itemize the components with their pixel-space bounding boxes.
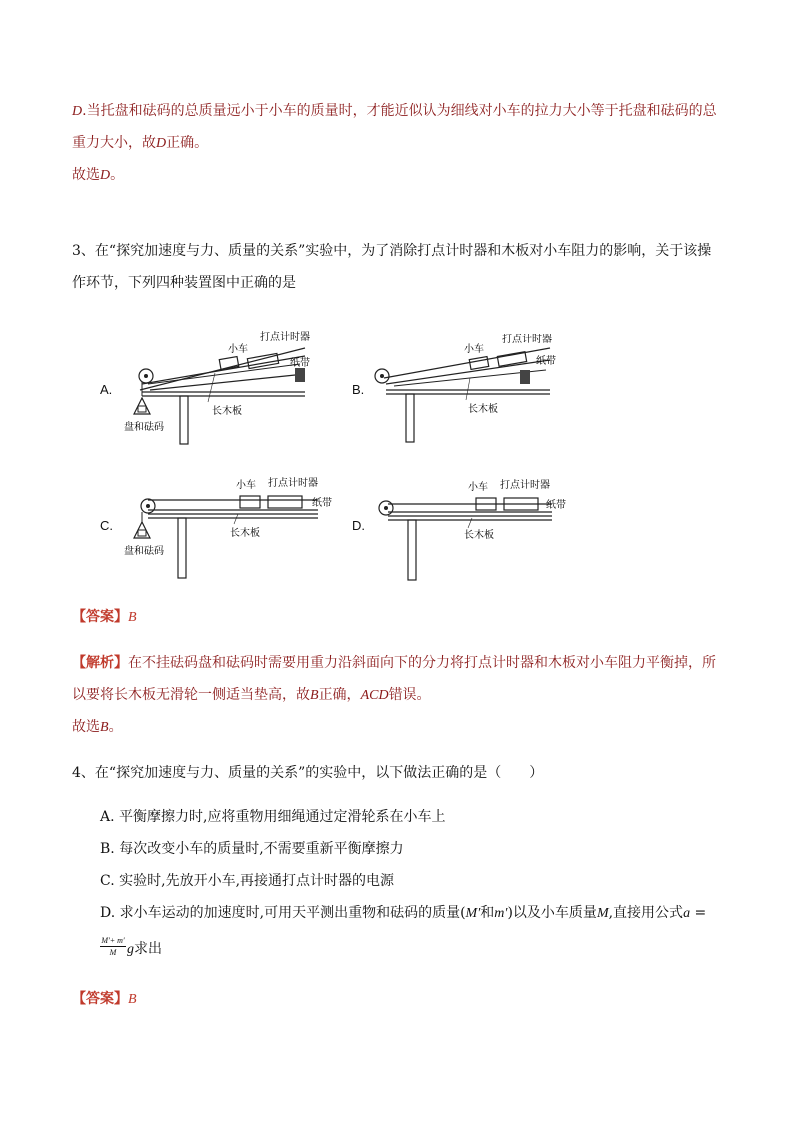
figure-c-weight-label: 盘和砝码	[124, 546, 164, 557]
figure-c-timer-label: 打点计时器	[268, 478, 318, 489]
q4-answer-label: 【答案】	[72, 991, 128, 1007]
prev-d-letter: D	[72, 104, 83, 119]
figure-d-option: D.	[352, 518, 365, 533]
prev-choose-end: 。	[110, 167, 125, 183]
figure-d-timer-label: 打点计时器	[500, 480, 550, 491]
figure-c-board-label: 长木板	[230, 528, 260, 539]
q3-choose-end: 。	[108, 719, 123, 735]
prev-d-letter-2: D	[156, 136, 167, 151]
q4-answer	[72, 992, 137, 1007]
q3-analysis-line1	[72, 656, 716, 670]
figure-b-option: B.	[352, 382, 365, 397]
q3-choose	[72, 720, 123, 735]
q4-option-b: B. 每次改变小车的质量时,不需要重新平衡摩擦力	[100, 841, 404, 857]
q4-d-eq: =	[690, 905, 707, 921]
figure-c-diagram	[118, 474, 338, 586]
q3-analysis-2a: 以要将长木板无滑轮一侧适当垫高，故	[72, 687, 310, 703]
q4-option-d-line2	[127, 942, 162, 957]
figure-b-diagram	[370, 334, 570, 444]
prev-option-d-line1	[72, 104, 717, 119]
prev-choose-letter: D	[100, 168, 111, 183]
figure-a-weight-label: 盘和砝码	[124, 422, 164, 433]
q4-d-and: 和	[480, 905, 495, 921]
q3-analysis-2c: 正确，	[318, 687, 361, 703]
figure-c-option: C.	[100, 518, 113, 533]
q4-d-g: g	[127, 942, 134, 957]
q4-option-d-line1	[100, 906, 706, 921]
figure-b-car-label: 小车	[464, 344, 484, 355]
figure-a-diagram	[120, 328, 320, 448]
q4-answer-value: B	[128, 992, 137, 1007]
figure-b-board-label: 长木板	[468, 404, 498, 415]
q4-option-a: A. 平衡摩擦力时,应将重物用细绳通过定滑轮系在小车上	[100, 809, 446, 825]
figure-c-tape-label: 纸带	[312, 498, 332, 509]
q3-stem-line1: 3、在“探究加速度与力、质量的关系”实验中，为了消除打点计时器和木板对小车阻力的影响，关于该操	[72, 243, 712, 259]
q4-d-m2: m′	[494, 906, 508, 921]
q4-d-frac-num: M′+ m′	[101, 936, 125, 945]
q3-analysis-2b: B	[310, 688, 319, 703]
q3-analysis-2d: ACD	[360, 688, 389, 703]
prev-choose	[72, 168, 124, 183]
figure-d-car-label: 小车	[468, 482, 488, 493]
q4-d-fraction	[100, 936, 126, 957]
figure-c-car-label: 小车	[236, 480, 256, 491]
q3-analysis-line2	[72, 688, 431, 703]
prev-d-text-2a: 重力大小，故	[72, 135, 156, 151]
q4-d-m1: M′	[465, 906, 481, 921]
q3-analysis-text1: 在不挂砝码盘和砝码时需要用重力沿斜面向下的分力将打点计时器和木板对小车阻力平衡掉，所	[128, 655, 716, 671]
figure-a-option: A.	[100, 382, 113, 397]
q4-stem: 4、在“探究加速度与力、质量的关系”的实验中，以下做法正确的是（ ）	[72, 765, 544, 781]
q4-d-tail: 求出	[134, 941, 162, 957]
figure-b-timer-label: 打点计时器	[502, 334, 552, 345]
figure-d-board-label: 长木板	[464, 530, 494, 541]
q4-d-M: M	[596, 906, 609, 921]
figure-b-tape-label: 纸带	[536, 356, 556, 367]
q3-answer-value: B	[128, 610, 137, 625]
prev-d-text: .当托盘和砝码的总质量远小于小车的质量时，才能近似认为细线对小车的拉力大小等于托盘和砝码的总	[82, 103, 717, 119]
q3-answer	[72, 610, 137, 625]
figure-a-tape-label: 纸带	[290, 358, 310, 369]
q4-option-c: C. 实验时,先放开小车,再接通打点计时器的电源	[100, 873, 395, 889]
q4-d-text3: ,直接用公式	[608, 905, 684, 921]
figure-a-board-label: 长木板	[212, 406, 242, 417]
q4-d-text1: D. 求小车运动的加速度时,可用天平测出重物和砝码的质量(	[100, 905, 466, 921]
q3-analysis-label: 【解析】	[72, 655, 128, 671]
prev-option-d-line2	[72, 136, 208, 151]
q4-d-text2: )以及小车质量	[507, 905, 597, 921]
prev-d-text-2b: 正确。	[166, 135, 209, 151]
q4-d-a: a	[683, 906, 691, 921]
figure-a-car-label: 小车	[228, 344, 248, 355]
q3-choose-text: 故选	[72, 719, 100, 735]
figure-d-diagram	[372, 476, 572, 588]
q3-analysis-2e: 错误。	[388, 687, 431, 703]
q4-d-frac-den: M	[109, 948, 117, 957]
q3-choose-letter: B	[100, 720, 109, 735]
figure-d-tape-label: 纸带	[546, 500, 566, 511]
q3-answer-label: 【答案】	[72, 609, 128, 625]
prev-choose-text: 故选	[72, 167, 100, 183]
figure-a-timer-label: 打点计时器	[260, 332, 310, 343]
q3-stem-line2: 作环节，下列四种装置图中正确的是	[72, 275, 296, 291]
